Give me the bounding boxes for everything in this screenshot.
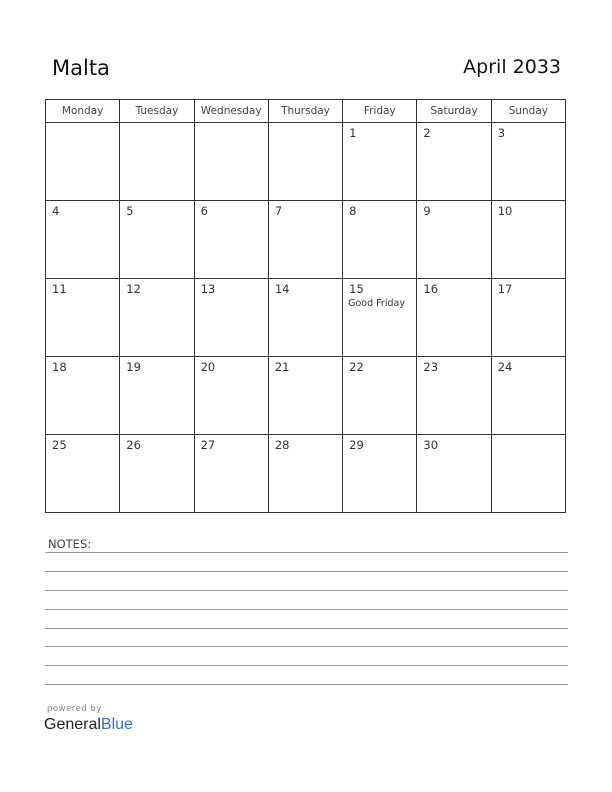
weekday-header: Thursday [268,100,342,123]
day-number: 7 [274,204,283,218]
day-number: 8 [349,204,357,218]
day-cell [268,201,342,279]
note-line [45,571,568,572]
day-number: 17 [497,282,513,296]
day-cell [194,435,268,513]
note-line [45,646,568,647]
day-cell [268,279,342,357]
day-number: 13 [200,282,216,296]
day-number: 30 [423,438,439,452]
powered-by-text: powered by [47,704,102,714]
day-cell [417,279,491,357]
brand-blue: Blue [100,716,133,733]
day-number: 27 [200,438,216,452]
weekday-header: Friday [343,100,417,123]
day-number: 28 [274,438,290,452]
note-line [45,628,568,629]
day-number: 6 [200,204,208,218]
day-cell [268,123,342,201]
day-number: 20 [200,360,216,374]
weekday-header: Sunday [491,100,565,123]
weekday-header-row [46,100,566,123]
day-cell [417,435,491,513]
day-number: 24 [497,360,513,374]
day-cell [343,279,417,357]
country-title: Malta [52,56,110,80]
day-cell [268,357,342,435]
day-number: 5 [126,204,134,218]
weekday-header: Saturday [417,100,491,123]
day-number: 19 [126,360,141,374]
day-number: 29 [349,438,364,452]
calendar-grid [45,99,566,513]
note-line [45,609,568,610]
day-cell [46,279,120,357]
day-number: 14 [274,282,290,296]
month-title: April 2033 [463,56,561,78]
day-cell [194,279,268,357]
brand-general: General [44,716,101,733]
day-number: 2 [423,126,431,140]
day-cell [491,435,565,513]
note-line [45,590,568,591]
day-cell [120,357,194,435]
note-line [45,665,568,666]
day-cell [491,357,565,435]
day-number: 16 [423,282,439,296]
day-cell [46,201,120,279]
weekday-header: Wednesday [194,100,268,123]
day-cell [417,201,491,279]
day-cell [268,435,342,513]
day-number: 3 [497,126,506,140]
day-cell [46,435,120,513]
day-cell [120,435,194,513]
weekday-header: Monday [46,100,120,123]
day-number: 9 [423,204,431,218]
day-cell [417,123,491,201]
day-cell [194,357,268,435]
day-cell [491,279,565,357]
day-cell [491,123,565,201]
day-number: 10 [497,204,513,218]
day-cell [343,357,417,435]
day-number: 26 [126,438,141,452]
note-line [45,552,568,553]
day-cell [46,123,120,201]
day-number: 15 [349,282,364,296]
week-row [46,435,566,513]
day-number: 21 [274,360,290,374]
day-number: 11 [52,282,67,296]
week-row [46,279,566,357]
day-number: 12 [126,282,141,296]
day-number: 1 [349,126,357,140]
weekday-header: Tuesday [120,100,194,123]
day-number: 18 [52,360,67,374]
note-line [45,684,568,685]
week-row [46,123,566,201]
day-cell [417,357,491,435]
day-cell [343,123,417,201]
week-row [46,357,566,435]
day-cell [46,357,120,435]
day-cell [194,123,268,201]
day-number: 22 [349,360,364,374]
day-cell [120,279,194,357]
day-cell [343,435,417,513]
day-cell [120,123,194,201]
holiday-label: Good Friday [348,298,405,309]
calendar-body [46,123,566,513]
brand-logo [44,716,133,734]
day-cell [120,201,194,279]
notes-label: NOTES: [48,537,92,551]
day-cell [491,201,565,279]
day-cell [343,201,417,279]
day-number: 25 [52,438,67,452]
day-number: 23 [423,360,439,374]
week-row [46,201,566,279]
day-number: 4 [52,204,60,218]
day-cell [194,201,268,279]
